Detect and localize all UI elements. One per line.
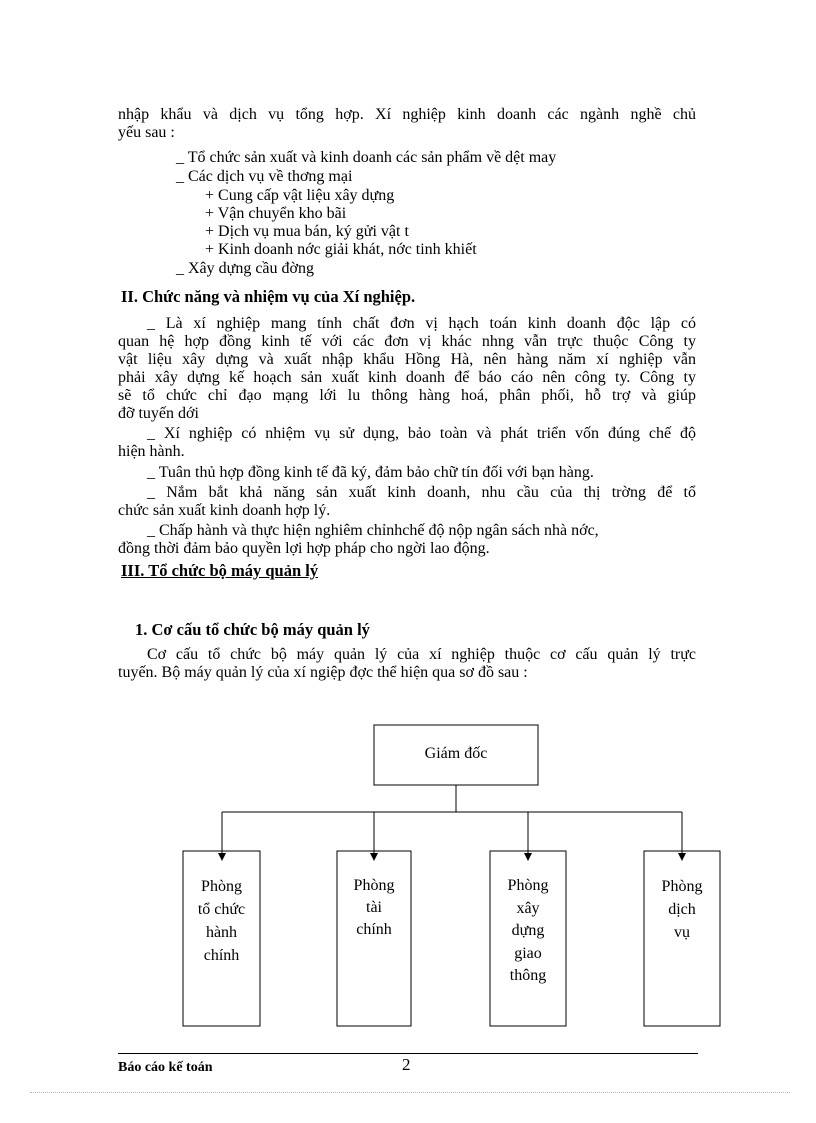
section-2-p3: _ Tuân thủ hợp đồng kinh tế đã ký, đảm bảo chữ tín đối với bạn hàng. (147, 464, 594, 481)
business-item-1: _ Tổ chức sản xuất và kinh doanh các sản phẩm về dệt may (176, 149, 557, 166)
section-2-p1-line-4: phải xây dựng kế hoạch sản xuất kinh doanh để báo cáo nên công ty. Công ty (118, 369, 696, 386)
page-bottom-edge (30, 1092, 790, 1093)
footer-label: Báo cáo kế toán (118, 1060, 213, 1075)
section-2-p1-line-1: _ Là xí nghiệp mang tính chất đơn vị hạch toán kinh doanh độc lập có (147, 315, 696, 332)
dept-2-label: Phòng tài chính (353, 877, 395, 938)
dept-3-label: Phòng xây dựng giao thông (507, 877, 549, 984)
director-label: Giám đốc (424, 745, 488, 762)
dept-4-label: Phòng dịch vụ (661, 878, 703, 941)
section-2-p1-line-5: sẽ tổ chức chỉ đạo mạng lới lu thông hàng hoá, phân phối, hỗ trợ và giúp (118, 387, 696, 404)
subsection-1-line-2: tuyến. Bộ máy quản lý của xí ngiệp đợc thể hiện qua sơ đồ sau : (118, 664, 528, 681)
section-2-p2-line-2: hiện hành. (118, 443, 185, 460)
section-2-p5-line-2: đồng thời đảm bảo quyền lợi hợp pháp cho ngời lao động. (118, 540, 490, 557)
section-2-p4-line-1: _ Nắm bắt khả năng sản xuất kinh doanh, nhu cầu của thị trờng để tổ (147, 484, 696, 501)
subsection-1-title: 1. Cơ cấu tổ chức bộ máy quản lý (135, 620, 370, 639)
section-2-p1-line-2: quan hệ hợp đồng kinh tế với các đơn vị khác nhng vẫn trực thuộc Công ty (118, 333, 696, 350)
business-subitem-3: + Dịch vụ mua bán, ký gửi vật t (205, 223, 409, 240)
section-2-p1-line-3: vật liệu xây dựng và xuất nhập khẩu Hồng Hà, nên hàng năm xí nghiệp vẫn (118, 351, 696, 368)
business-item-2: _ Các dịch vụ về thơng mại (176, 168, 353, 185)
section-2-p1-line-6: đỡ tuyến dới (118, 405, 199, 422)
dept-1-label: Phòng tổ chức hành chính (197, 878, 246, 964)
section-3-title: III. Tổ chức bộ máy quản lý (121, 561, 319, 580)
section-2-p5-line-1: _ Chấp hành và thực hiện nghiêm chỉnhchế độ nộp ngân sách nhà nớc, (147, 522, 599, 539)
intro-line-2: yếu sau : (118, 124, 175, 141)
intro-line-1: nhập khẩu và dịch vụ tổng hợp. Xí nghiệp kinh doanh các ngành nghề chủ (118, 106, 696, 123)
business-subitem-2: + Vận chuyển kho bãi (205, 205, 347, 222)
business-subitem-1: + Cung cấp vật liệu xây dựng (205, 187, 395, 204)
footer-rule (118, 1053, 698, 1054)
page-number: 2 (402, 1055, 411, 1074)
section-2-title: II. Chức năng và nhiệm vụ của Xí nghiệp. (121, 287, 416, 306)
business-subitem-4: + Kinh doanh nớc giải khát, nớc tinh khiết (205, 241, 477, 258)
subsection-1-line-1: Cơ cấu tổ chức bộ máy quản lý của xí nghiệp thuộc cơ cấu quản lý trực (147, 646, 696, 663)
business-item-3: _ Xây dựng cầu đờng (176, 260, 314, 277)
section-2-p4-line-2: chức sản xuất kinh doanh hợp lý. (118, 502, 331, 519)
section-2-p2-line-1: _ Xí nghiệp có nhiệm vụ sử dụng, bảo toàn và phát triển vốn đúng chế độ (147, 425, 696, 442)
